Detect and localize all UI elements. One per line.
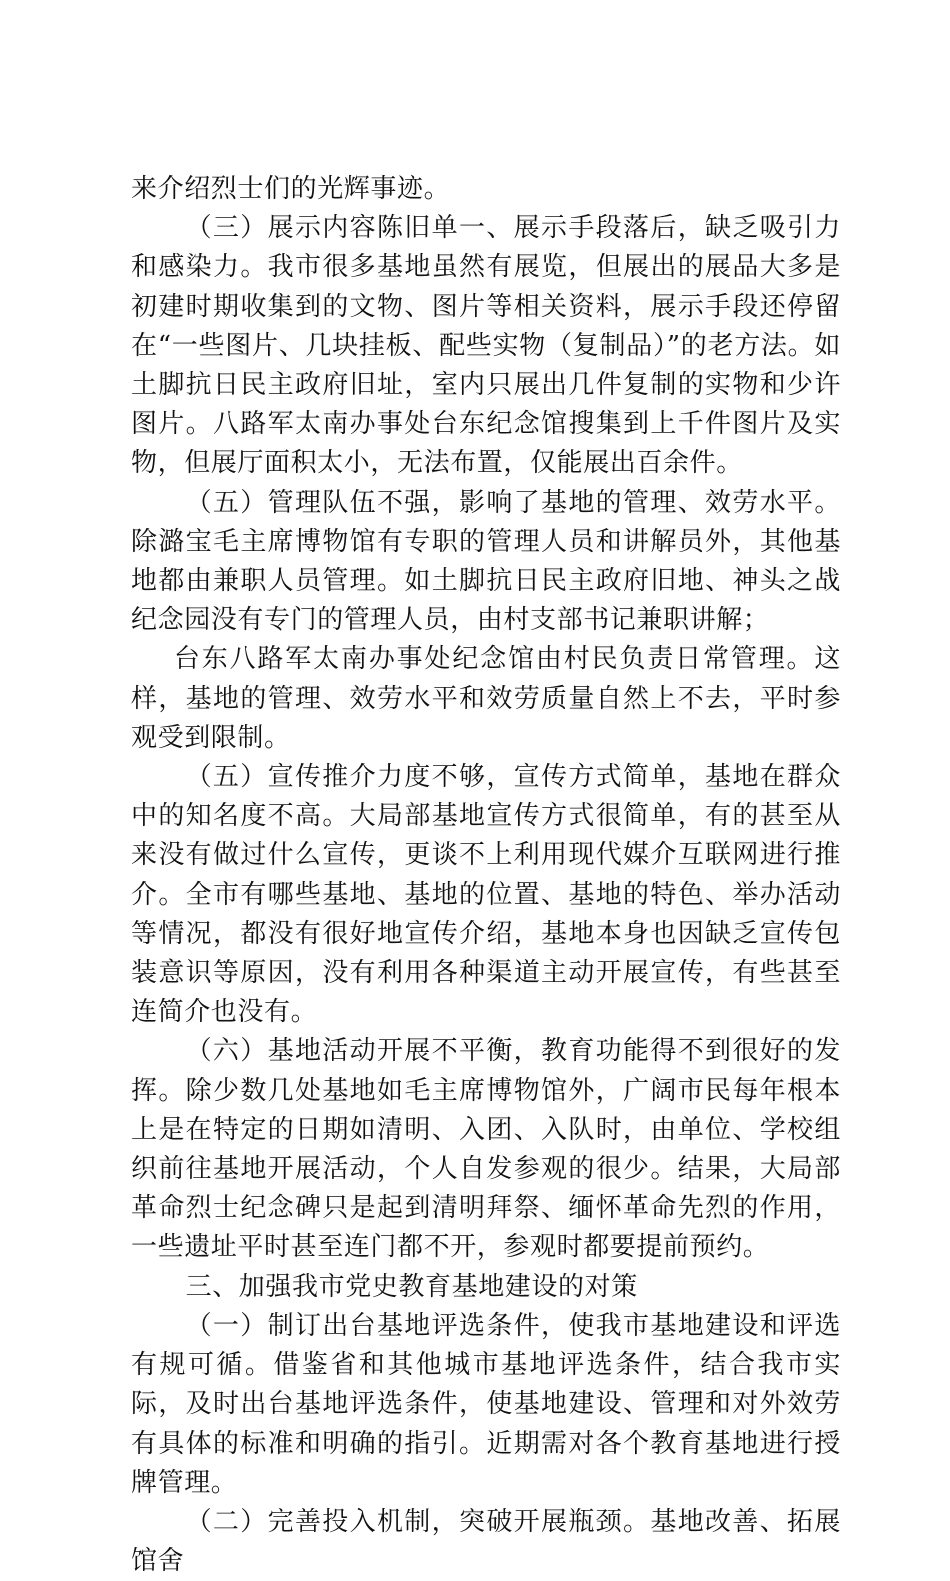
paragraph-selection-criteria: （一）制订出台基地评选条件，使我市基地建设和评选有规可循。借鉴省和其他城市基地评选条件，结合我市实际，及时出台基地评选条件，使基地建设、管理和对外效劳有具体的标准和明确的指引。近期需对各个教育基地进行授牌管理。 bbox=[131, 1310, 841, 1498]
section-heading-countermeasures: 三、加强我市党史教育基地建设的对策 bbox=[185, 1271, 638, 1302]
document-body bbox=[131, 170, 841, 1581]
paragraph-taidong-memorial: 台东八路军太南办事处纪念馆由村民负责日常管理。这样，基地的管理、效劳水平和效劳质量自然上不去，平时参观受到限制。 bbox=[131, 644, 841, 753]
paragraph-investment-mechanism: （二）完善投入机制，突破开展瓶颈。基地改善、拓展馆舍 bbox=[131, 1506, 841, 1577]
paragraph-publicity: （五）宣传推介力度不够，宣传方式简单，基地在群众中的知名度不高。大局部基地宣传方式很简单，有的甚至从来没有做过什么宣传，更谈不上利用现代媒介互联网进行推介。全市有哪些基地、基地的位置、基地的特色、举办活动等情况，都没有很好地宣传介绍，基地本身也因缺乏宣传包装意识等原因，没有利用各种渠道主动开展宣传，有些甚至连简介也没有。 bbox=[131, 762, 841, 1028]
paragraph-management-team: （五）管理队伍不强，影响了基地的管理、效劳水平。除潞宝毛主席博物馆有专职的管理人员和讲解员外，其他基地都由兼职人员管理。如土脚抗日民主政府旧地、神头之战纪念园没有专门的管理人员，由村支部书记兼职讲解； bbox=[131, 487, 841, 636]
paragraph-activities: （六）基地活动开展不平衡，教育功能得不到很好的发挥。除少数几处基地如毛主席博物馆外，广阔市民每年根本上是在特定的日期如清明、入团、入队时，由单位、学校组织前往基地开展活动，个人自发参观的很少。结果，大局部革命烈士纪念碑只是起到清明拜祭、缅怀革命先烈的作用，一些遗址平时甚至连门都不开，参观时都要提前预约。 bbox=[131, 1036, 841, 1263]
paragraph-display-content: （三）展示内容陈旧单一、展示手段落后，缺乏吸引力和感染力。我市很多基地虽然有展览，但展出的展品大多是初建时期收集到的文物、图片等相关资料，展示手段还停留在“一些图片、几块挂板、配些实物（复制品）”的老方法。如土脚抗日民主政府旧址，室内只展出几件复制的实物和少许图片。八路军太南办事处台东纪念馆搜集到上千件图片及实物，但展厅面积太小，无法布置，仅能展出百余件。 bbox=[131, 213, 841, 479]
paragraph-continuation: 来介绍烈士们的光辉事迹。 bbox=[131, 174, 451, 204]
